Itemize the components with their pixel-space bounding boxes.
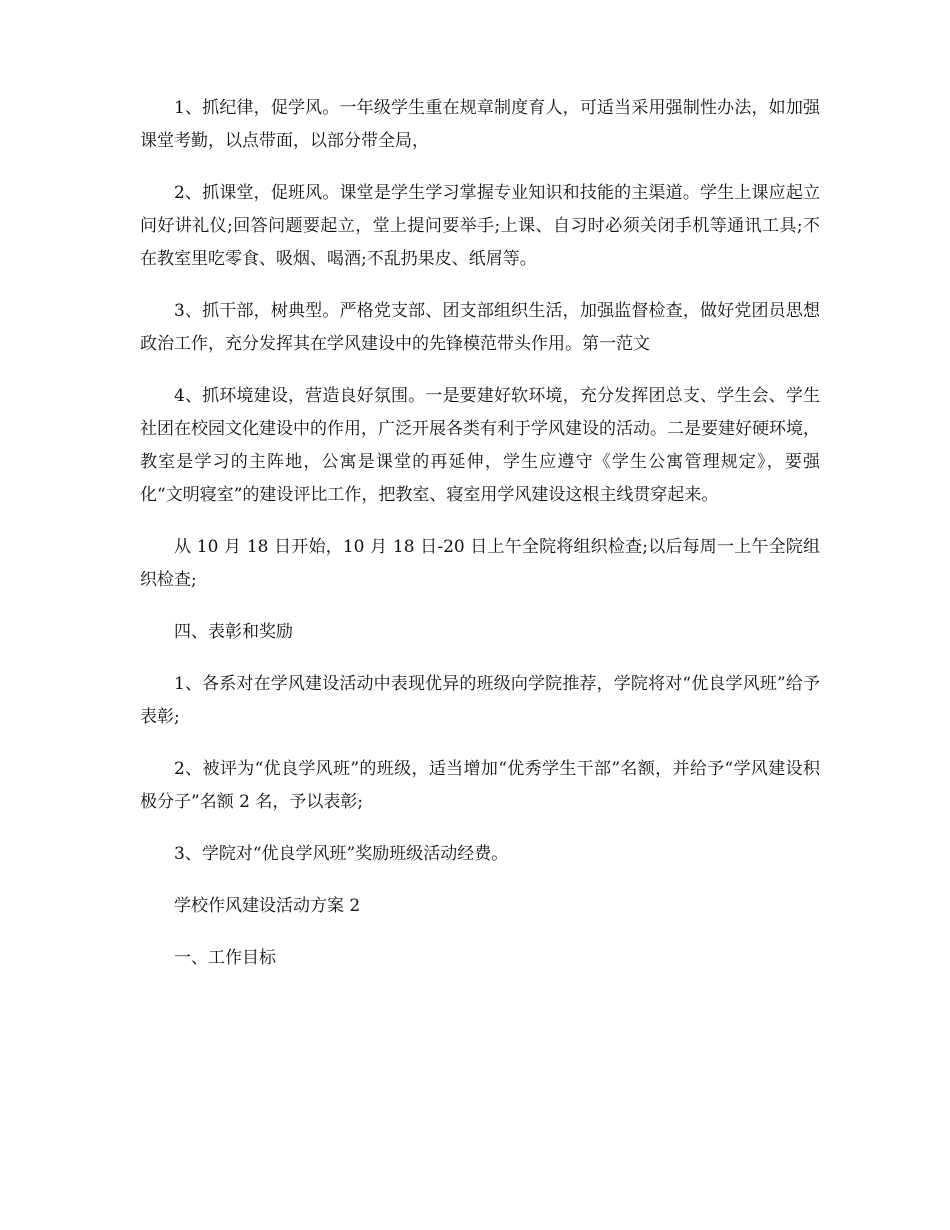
- paragraph-cadres: 3、抓干部，树典型。严格党支部、团支部组织生活，加强监督检查，做好党团员思想政治工作，充分发挥其在学风建设中的先锋模范带头作用。第一范文: [140, 301, 820, 354]
- paragraph-discipline: 1、抓纪律，促学风。一年级学生重在规章制度育人，可适当采用强制性办法，如加强课堂考勤，以点带面，以部分带全局，: [140, 98, 820, 151]
- section-heading-goals: 一、工作目标: [174, 948, 276, 968]
- paragraph-award-2: 2、被评为“优良学风班”的班级，适当增加“优秀学生干部”名额，并给予“学风建设积极分子”名额 2 名，予以表彰;: [140, 759, 820, 812]
- plan-title-2: 学校作风建设活动方案 2: [174, 896, 361, 916]
- document-body: [140, 92, 820, 994]
- paragraph-award-3: 3、学院对“优良学风班”奖励班级活动经费。: [174, 844, 509, 864]
- paragraph-classroom: 2、抓课堂，促班风。课堂是学生学习掌握专业知识和技能的主渠道。学生上课应起立问好讲礼仪;回答问题要起立，堂上提问要举手;上课、自习时必须关闭手机等通讯工具;不在教室里吃零食、吸烟、喝酒;不乱扔果皮、纸屑等。: [140, 183, 820, 269]
- paragraph-award-1: 1、各系对在学风建设活动中表现优异的班级向学院推荐，学院将对“优良学风班”给予表彰;: [140, 674, 820, 727]
- section-heading-awards: 四、表彰和奖励: [174, 622, 293, 642]
- paragraph-inspection-schedule: 从 10 月 18 日开始，10 月 18 日-20 日上午全院将组织检查;以后每周一上午全院组织检查;: [140, 537, 820, 590]
- paragraph-environment: 4、抓环境建设，营造良好氛围。一是要建好软环境，充分发挥团总支、学生会、学生社团在校园文化建设中的作用，广泛开展各类有利于学风建设的活动。二是要建好硬环境，教室是学习的主阵地，公寓是课堂的再延伸，学生应遵守《学生公寓管理规定》，要强化“文明寝室”的建设评比工作，把教室、寝室用学风建设这根主线贯穿起来。: [140, 386, 820, 505]
